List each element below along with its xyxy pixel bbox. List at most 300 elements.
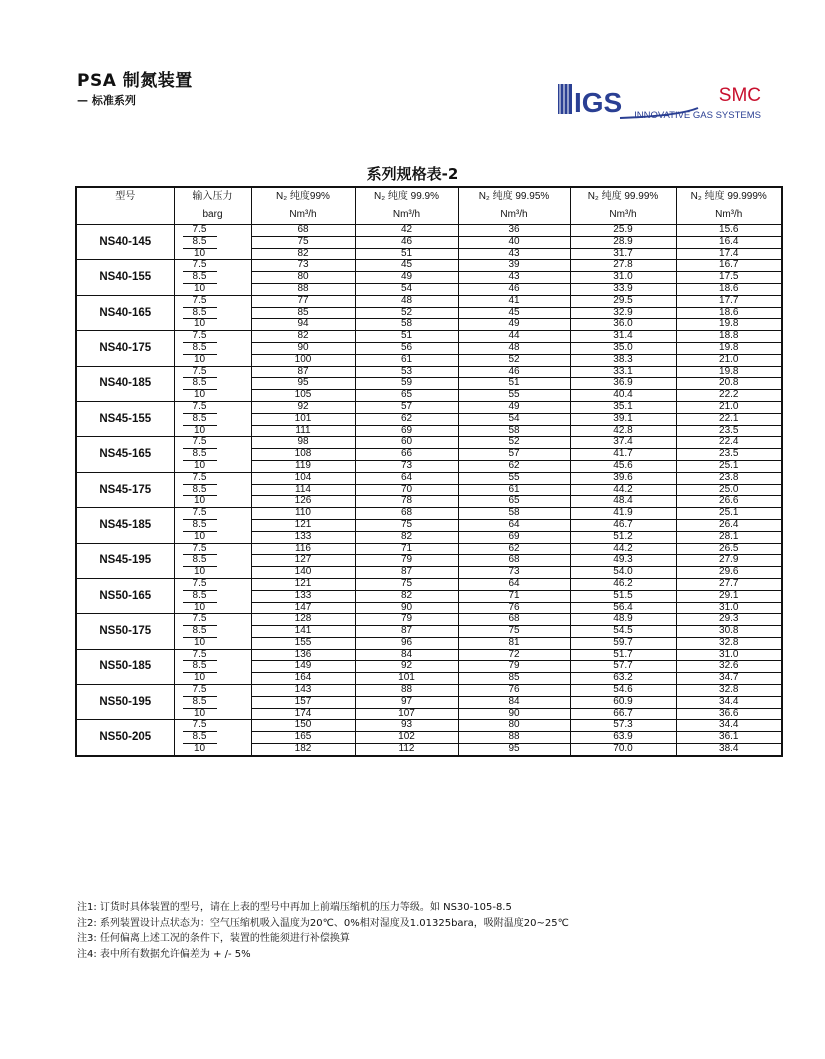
flow-value: 79 xyxy=(459,661,570,673)
flow-value: 40.4 xyxy=(613,389,633,401)
flow-value: 114 xyxy=(252,485,355,497)
flow-value: 25.1 xyxy=(677,508,782,520)
flow-value: 21.0 xyxy=(719,353,739,365)
flow-cell-p999 xyxy=(355,543,458,578)
pressure-value: 7.5 xyxy=(183,437,217,449)
flow-value: 25.1 xyxy=(719,459,739,471)
pressure-value: 8.5 xyxy=(183,449,217,461)
flow-value: 28.9 xyxy=(571,237,676,249)
flow-value: 31.0 xyxy=(571,272,676,284)
flow-value: 57.3 xyxy=(571,720,676,732)
pressure-cell xyxy=(174,720,251,756)
model-cell: NS45-155 xyxy=(76,401,174,436)
company-logo xyxy=(558,78,768,122)
logo-tagline-text: INNOVATIVE GAS SYSTEMS xyxy=(634,110,761,121)
flow-value: 107 xyxy=(398,707,415,719)
pressure-value: 10 xyxy=(193,636,206,648)
flow-value: 48 xyxy=(356,296,458,308)
flow-cell-p999 xyxy=(355,649,458,684)
flow-value: 58 xyxy=(459,508,570,520)
flow-cell-p9999 xyxy=(570,543,676,578)
flow-value: 84 xyxy=(459,697,570,709)
flow-cell-p9999 xyxy=(570,578,676,613)
flow-cell-p9999 xyxy=(570,437,676,472)
table-row xyxy=(76,260,782,295)
flow-cell-p9999 xyxy=(570,260,676,295)
flow-value: 46 xyxy=(459,367,570,379)
flow-value: 36.6 xyxy=(719,707,739,719)
flow-cell-p99 xyxy=(251,295,355,330)
pressure-value: 10 xyxy=(193,318,206,330)
flow-value: 46 xyxy=(356,237,458,249)
pressure-cell xyxy=(174,295,251,330)
column-header-5: N₂ 纯度 99.99% xyxy=(570,187,676,206)
flow-cell-p99999 xyxy=(676,260,782,295)
pressure-cell xyxy=(174,649,251,684)
flow-value: 73 xyxy=(508,566,520,578)
flow-cell-p99 xyxy=(251,472,355,507)
pressure-value: 7.5 xyxy=(183,367,217,379)
flow-value: 51.5 xyxy=(571,591,676,603)
model-cell: NS50-165 xyxy=(76,578,174,613)
flow-cell-p9995 xyxy=(458,472,570,507)
pressure-cell xyxy=(174,472,251,507)
flow-value: 57 xyxy=(459,449,570,461)
flow-value: 51 xyxy=(459,378,570,390)
model-cell: NS45-195 xyxy=(76,543,174,578)
flow-value: 55 xyxy=(459,473,570,485)
flow-value: 35.1 xyxy=(571,402,676,414)
pressure-value: 8.5 xyxy=(183,378,217,390)
flow-value: 26.6 xyxy=(719,495,739,507)
flow-value: 45.6 xyxy=(613,459,633,471)
pressure-cell xyxy=(174,543,251,578)
table-row xyxy=(76,543,782,578)
flow-value: 38.3 xyxy=(613,353,633,365)
pressure-cell xyxy=(174,225,251,260)
flow-value: 105 xyxy=(294,389,312,401)
pressure-cell xyxy=(174,614,251,649)
flow-value: 17.5 xyxy=(677,272,782,284)
flow-value: 75 xyxy=(356,579,458,591)
column-unit-1: barg xyxy=(174,206,251,225)
table-row xyxy=(76,685,782,720)
flow-value: 31.4 xyxy=(571,331,676,343)
flow-cell-p9999 xyxy=(570,366,676,401)
flow-value: 82 xyxy=(252,331,355,343)
flow-value: 93 xyxy=(356,720,458,732)
flow-value: 46.7 xyxy=(571,520,676,532)
pressure-value: 7.5 xyxy=(183,331,217,343)
flow-value: 71 xyxy=(356,544,458,556)
flow-value: 35.0 xyxy=(571,343,676,355)
flow-cell-p9995 xyxy=(458,295,570,330)
table-row xyxy=(76,508,782,543)
model-cell: NS45-165 xyxy=(76,437,174,472)
flow-cell-p9999 xyxy=(570,472,676,507)
flow-value: 54.0 xyxy=(613,566,633,578)
flow-cell-p9999 xyxy=(570,295,676,330)
flow-value: 112 xyxy=(398,743,415,755)
pressure-value: 7.5 xyxy=(183,402,217,414)
flow-value: 26.5 xyxy=(677,544,782,556)
flow-value: 23.8 xyxy=(677,473,782,485)
pressure-cell xyxy=(174,437,251,472)
flow-value: 43 xyxy=(508,247,520,259)
flow-value: 48.9 xyxy=(571,614,676,626)
flow-value: 108 xyxy=(252,449,355,461)
flow-value: 59.7 xyxy=(613,636,633,648)
note-4: 注4: 表中所有数据允许偏差为 + /- 5% xyxy=(77,948,251,960)
pressure-cell xyxy=(174,508,251,543)
flow-cell-p99999 xyxy=(676,578,782,613)
flow-value: 182 xyxy=(294,743,312,755)
flow-value: 75 xyxy=(252,237,355,249)
flow-value: 73 xyxy=(400,459,413,471)
flow-value: 30.8 xyxy=(677,626,782,638)
pressure-value: 8.5 xyxy=(183,591,217,603)
flow-value: 95 xyxy=(252,378,355,390)
table-row xyxy=(76,366,782,401)
flow-value: 116 xyxy=(252,544,355,556)
flow-cell-p9995 xyxy=(458,225,570,260)
pressure-cell xyxy=(174,578,251,613)
flow-value: 85 xyxy=(508,672,520,684)
model-cell: NS40-155 xyxy=(76,260,174,295)
table-row xyxy=(76,295,782,330)
flow-value: 87 xyxy=(252,367,355,379)
flow-value: 77 xyxy=(252,296,355,308)
note-2: 注2: 系列装置设计点状态为：空气压缩机吸入温度为20℃、0%相对湿度及1.01325bara，吸附温度20~25℃ xyxy=(77,917,569,929)
flow-cell-p99 xyxy=(251,614,355,649)
flow-value: 90 xyxy=(252,343,355,355)
flow-cell-p9999 xyxy=(570,649,676,684)
flow-value: 48 xyxy=(459,343,570,355)
logo-igs-text: IGS xyxy=(574,87,623,118)
model-cell: NS40-145 xyxy=(76,225,174,260)
flow-value: 70 xyxy=(356,485,458,497)
flow-value: 62 xyxy=(508,459,520,471)
flow-value: 15.6 xyxy=(677,225,782,237)
flow-value: 76 xyxy=(508,601,520,613)
flow-value: 36.0 xyxy=(613,318,633,330)
model-cell: NS50-185 xyxy=(76,649,174,684)
model-cell: NS45-185 xyxy=(76,508,174,543)
flow-value: 19.8 xyxy=(677,367,782,379)
flow-value: 49 xyxy=(459,402,570,414)
flow-value: 147 xyxy=(294,601,312,613)
flow-value: 20.8 xyxy=(677,378,782,390)
flow-value: 70.0 xyxy=(613,743,633,755)
flow-value: 102 xyxy=(356,732,458,744)
table-row xyxy=(76,472,782,507)
model-cell: NS50-205 xyxy=(76,720,174,756)
pressure-cell xyxy=(174,685,251,720)
flow-value: 39 xyxy=(459,260,570,272)
flow-value: 52 xyxy=(356,308,458,320)
flow-value: 88 xyxy=(356,685,458,697)
flow-cell-p9999 xyxy=(570,614,676,649)
flow-value: 82 xyxy=(400,530,413,542)
flow-value: 55 xyxy=(508,389,520,401)
pressure-value: 8.5 xyxy=(183,555,217,567)
flow-value: 85 xyxy=(252,308,355,320)
flow-value: 19.8 xyxy=(677,343,782,355)
flow-value: 52 xyxy=(459,437,570,449)
pressure-value: 7.5 xyxy=(183,544,217,556)
column-unit-6: Nm³/h xyxy=(676,206,782,225)
pressure-value: 10 xyxy=(193,247,206,259)
pressure-value: 8.5 xyxy=(183,661,217,673)
flow-value: 41 xyxy=(459,296,570,308)
spec-table-body xyxy=(76,225,782,756)
flow-value: 34.4 xyxy=(677,720,782,732)
flow-value: 69 xyxy=(400,424,413,436)
flow-value: 96 xyxy=(400,636,413,648)
table-title: 系列规格表-2 xyxy=(366,165,459,183)
flow-cell-p999 xyxy=(355,508,458,543)
flow-value: 68 xyxy=(356,508,458,520)
flow-value: 62 xyxy=(356,414,458,426)
flow-cell-p99999 xyxy=(676,295,782,330)
table-row xyxy=(76,401,782,436)
flow-value: 52 xyxy=(508,353,520,365)
flow-value: 76 xyxy=(459,685,570,697)
flow-cell-p9995 xyxy=(458,685,570,720)
pressure-cell xyxy=(174,366,251,401)
flow-value: 17.7 xyxy=(677,296,782,308)
flow-value: 63.9 xyxy=(571,732,676,744)
flow-value: 133 xyxy=(294,530,312,542)
pressure-value: 8.5 xyxy=(183,485,217,497)
flow-value: 31.0 xyxy=(677,650,782,662)
flow-value: 84 xyxy=(356,650,458,662)
pressure-value: 10 xyxy=(193,672,206,684)
flow-value: 18.6 xyxy=(677,308,782,320)
flow-value: 46.2 xyxy=(571,579,676,591)
flow-value: 61 xyxy=(400,353,413,365)
flow-value: 58 xyxy=(508,424,520,436)
flow-value: 90 xyxy=(508,707,520,719)
flow-cell-p99999 xyxy=(676,685,782,720)
flow-value: 63.2 xyxy=(613,672,633,684)
pressure-value: 10 xyxy=(193,353,206,365)
flow-value: 61 xyxy=(459,485,570,497)
flow-value: 44.2 xyxy=(571,485,676,497)
flow-value: 65 xyxy=(508,495,520,507)
model-cell: NS40-185 xyxy=(76,366,174,401)
flow-cell-p99999 xyxy=(676,401,782,436)
flow-value: 25.9 xyxy=(571,225,676,237)
logo-smc-text: SMC xyxy=(718,85,761,106)
pressure-value: 7.5 xyxy=(183,296,217,308)
flow-value: 104 xyxy=(252,473,355,485)
flow-value: 92 xyxy=(252,402,355,414)
flow-value: 68 xyxy=(252,225,355,237)
flow-value: 165 xyxy=(252,732,355,744)
flow-cell-p9999 xyxy=(570,685,676,720)
flow-value: 54.6 xyxy=(571,685,676,697)
pressure-value: 8.5 xyxy=(183,343,217,355)
flow-cell-p99999 xyxy=(676,366,782,401)
flow-cell-p9995 xyxy=(458,720,570,756)
flow-cell-p999 xyxy=(355,614,458,649)
flow-value: 22.1 xyxy=(677,414,782,426)
flow-value: 62 xyxy=(459,544,570,556)
flow-value: 81 xyxy=(508,636,520,648)
flow-value: 34.7 xyxy=(719,672,739,684)
flow-value: 119 xyxy=(295,459,311,471)
flow-value: 40 xyxy=(459,237,570,249)
flow-value: 29.3 xyxy=(677,614,782,626)
flow-value: 68 xyxy=(459,555,570,567)
flow-value: 54 xyxy=(459,414,570,426)
flow-value: 42 xyxy=(356,225,458,237)
notes-section xyxy=(77,900,569,962)
pressure-value: 8.5 xyxy=(183,414,217,426)
model-cell: NS45-175 xyxy=(76,472,174,507)
flow-value: 31.7 xyxy=(613,247,633,259)
flow-cell-p9995 xyxy=(458,543,570,578)
pressure-value: 10 xyxy=(193,530,206,542)
flow-value: 79 xyxy=(356,555,458,567)
flow-value: 51 xyxy=(356,331,458,343)
model-cell: NS50-195 xyxy=(76,685,174,720)
flow-value: 43 xyxy=(459,272,570,284)
pressure-value: 7.5 xyxy=(183,720,217,732)
flow-value: 88 xyxy=(459,732,570,744)
flow-value: 26.4 xyxy=(677,520,782,532)
column-header-3: N₂ 纯度 99.9% xyxy=(355,187,458,206)
flow-value: 18.6 xyxy=(719,282,739,294)
flow-cell-p99 xyxy=(251,578,355,613)
column-header-6: N₂ 纯度 99.999% xyxy=(676,187,782,206)
flow-value: 59 xyxy=(356,378,458,390)
flow-value: 36.1 xyxy=(677,732,782,744)
flow-value: 16.4 xyxy=(677,237,782,249)
pressure-value: 10 xyxy=(193,459,206,471)
flow-value: 29.1 xyxy=(677,591,782,603)
flow-value: 174 xyxy=(294,707,312,719)
flow-value: 49 xyxy=(356,272,458,284)
spec-table xyxy=(75,186,783,757)
flow-value: 54.5 xyxy=(571,626,676,638)
pressure-value: 7.5 xyxy=(183,614,217,626)
flow-value: 80 xyxy=(459,720,570,732)
flow-value: 127 xyxy=(252,555,355,567)
flow-value: 51 xyxy=(400,247,413,259)
column-unit-0 xyxy=(76,206,174,225)
column-header-4: N₂ 纯度 99.95% xyxy=(458,187,570,206)
model-cell: NS40-165 xyxy=(76,295,174,330)
pressure-value: 10 xyxy=(193,282,206,294)
table-row xyxy=(76,331,782,366)
flow-cell-p99999 xyxy=(676,331,782,366)
flow-value: 92 xyxy=(356,661,458,673)
pressure-value: 10 xyxy=(193,707,206,719)
flow-value: 133 xyxy=(252,591,355,603)
flow-cell-p999 xyxy=(355,295,458,330)
flow-value: 80 xyxy=(252,272,355,284)
column-unit-4: Nm³/h xyxy=(458,206,570,225)
flow-value: 22.4 xyxy=(677,437,782,449)
note-3: 注3: 任何偏离上述工况的条件下，装置的性能须进行补偿换算 xyxy=(77,933,350,944)
column-unit-5: Nm³/h xyxy=(570,206,676,225)
flow-value: 64 xyxy=(459,520,570,532)
pressure-value: 8.5 xyxy=(183,237,217,249)
flow-value: 33.1 xyxy=(571,367,676,379)
flow-cell-p9999 xyxy=(570,401,676,436)
flow-value: 69 xyxy=(508,530,520,542)
flow-value: 23.5 xyxy=(677,449,782,461)
flow-value: 23.5 xyxy=(719,424,739,436)
flow-value: 39.6 xyxy=(571,473,676,485)
flow-value: 90 xyxy=(400,601,413,613)
pressure-value: 7.5 xyxy=(183,650,217,662)
flow-value: 82 xyxy=(297,247,309,259)
flow-cell-p99999 xyxy=(676,472,782,507)
column-unit-2: Nm³/h xyxy=(251,206,355,225)
flow-cell-p999 xyxy=(355,331,458,366)
table-row xyxy=(76,225,782,260)
model-cell: NS50-175 xyxy=(76,614,174,649)
flow-value: 19.8 xyxy=(719,318,739,330)
flow-value: 16.7 xyxy=(677,260,782,272)
flow-value: 33.9 xyxy=(613,282,633,294)
flow-cell-p99 xyxy=(251,508,355,543)
table-row xyxy=(76,578,782,613)
flow-cell-p99 xyxy=(251,401,355,436)
flow-value: 44 xyxy=(459,331,570,343)
flow-value: 101 xyxy=(398,672,415,684)
flow-value: 32.8 xyxy=(677,685,782,697)
flow-cell-p9999 xyxy=(570,720,676,756)
flow-value: 141 xyxy=(252,626,355,638)
flow-value: 79 xyxy=(356,614,458,626)
flow-value: 49.3 xyxy=(571,555,676,567)
flow-value: 48.4 xyxy=(613,495,633,507)
flow-value: 75 xyxy=(459,626,570,638)
flow-value: 32.9 xyxy=(571,308,676,320)
flow-value: 41.7 xyxy=(571,449,676,461)
column-header-1: 输入压力 xyxy=(174,187,251,206)
flow-value: 68 xyxy=(459,614,570,626)
pressure-value: 10 xyxy=(193,424,206,436)
flow-cell-p999 xyxy=(355,472,458,507)
pressure-value: 7.5 xyxy=(183,579,217,591)
pressure-value: 10 xyxy=(193,495,206,507)
flow-value: 95 xyxy=(508,743,520,755)
flow-value: 140 xyxy=(294,566,312,578)
flow-value: 66.7 xyxy=(613,707,633,719)
pressure-value: 7.5 xyxy=(183,508,217,520)
flow-cell-p9999 xyxy=(570,331,676,366)
flow-value: 17.4 xyxy=(719,247,739,259)
flow-value: 36.9 xyxy=(571,378,676,390)
flow-cell-p99 xyxy=(251,685,355,720)
flow-value: 42.8 xyxy=(613,424,633,436)
flow-cell-p99 xyxy=(251,720,355,756)
pressure-value: 10 xyxy=(193,389,206,401)
flow-value: 155 xyxy=(294,636,312,648)
flow-value: 21.0 xyxy=(677,402,782,414)
flow-value: 94 xyxy=(297,318,309,330)
flow-cell-p9995 xyxy=(458,331,570,366)
flow-value: 29.5 xyxy=(571,296,676,308)
flow-value: 128 xyxy=(252,614,355,626)
flow-value: 75 xyxy=(356,520,458,532)
pressure-value: 8.5 xyxy=(183,732,217,744)
